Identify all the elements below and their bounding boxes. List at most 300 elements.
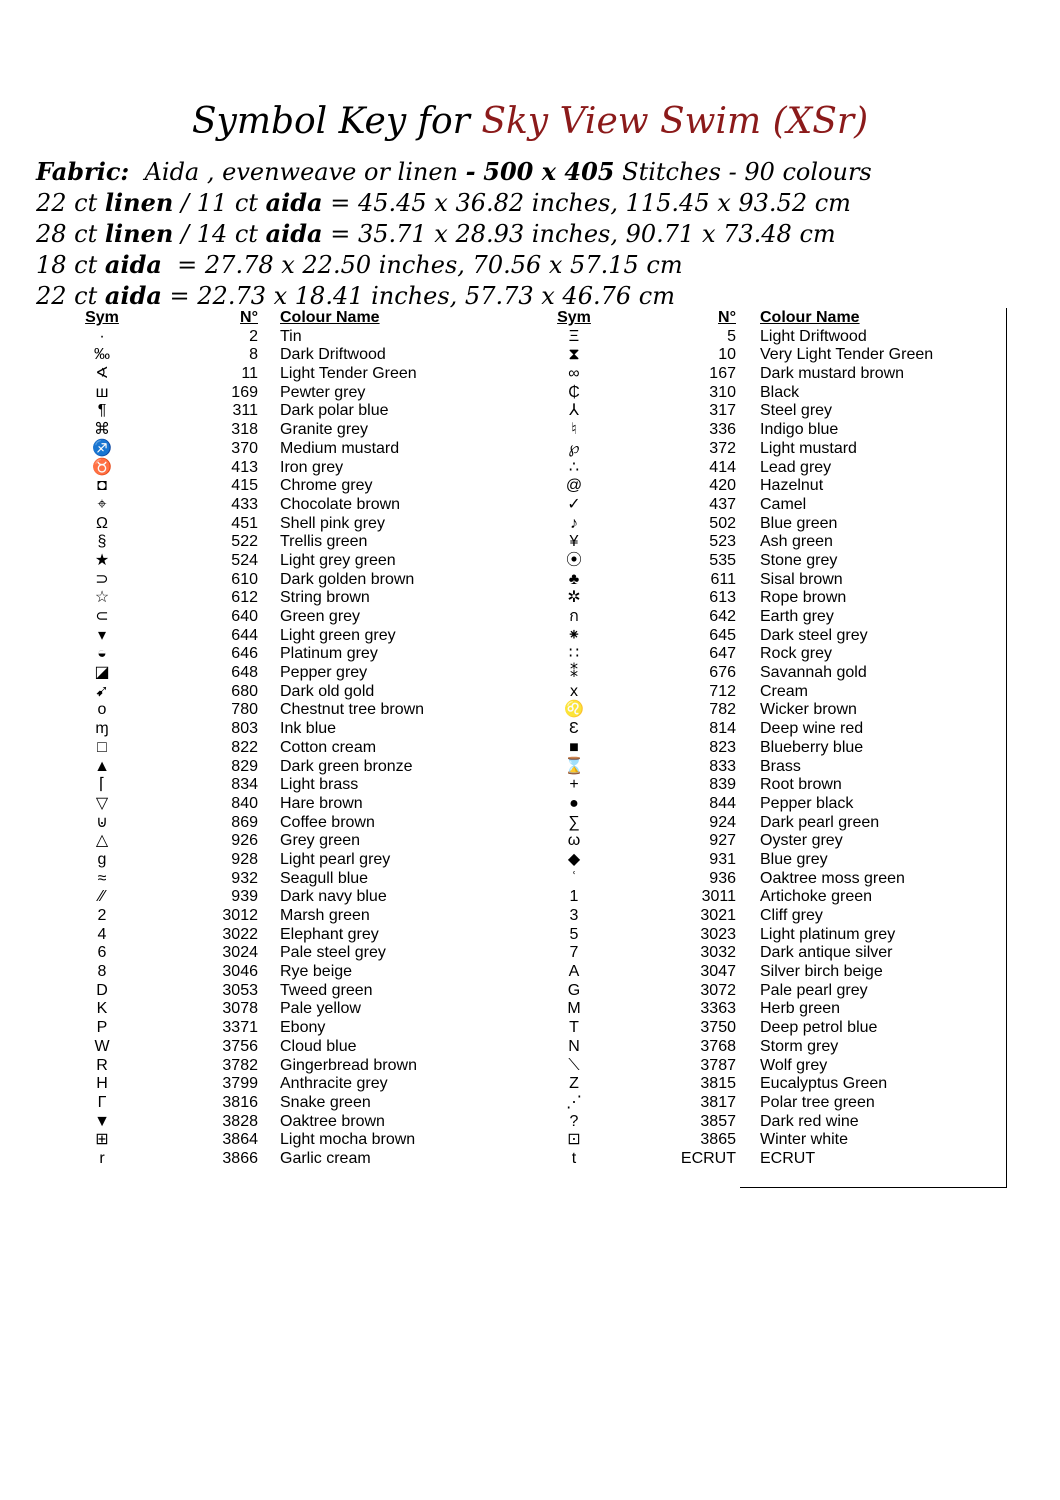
table-row — [0, 402, 1060, 421]
left-symbol: ⌘ — [94, 421, 110, 439]
title-prefix: Symbol Key for — [191, 101, 470, 142]
left-number: 370 — [231, 439, 258, 457]
right-symbol: ● — [569, 794, 579, 812]
right-symbol: x — [570, 682, 578, 700]
table-row — [0, 1038, 1060, 1057]
right-colour-name: Oyster grey — [760, 832, 843, 850]
left-number: 640 — [231, 608, 258, 625]
left-colour-name: Pewter grey — [280, 383, 366, 401]
right-number: 3021 — [700, 907, 736, 924]
right-symbol: ⅄ — [569, 402, 579, 420]
right-symbol: ♌ — [564, 701, 584, 719]
right-symbol: Z — [569, 1075, 579, 1093]
right-colour-name: Blue green — [760, 514, 838, 532]
right-colour-name: Artichoke green — [760, 888, 873, 906]
left-symbol: ◘ — [97, 477, 107, 495]
table-row — [0, 589, 1060, 608]
left-colour-name: Pale steel grey — [280, 944, 386, 962]
left-symbol: ☆ — [94, 589, 110, 607]
table-row — [0, 758, 1060, 777]
right-number: 927 — [709, 832, 736, 850]
size-fabric: aida — [265, 188, 323, 217]
fabric-label: Fabric: — [36, 157, 130, 186]
right-number: 844 — [709, 794, 736, 812]
left-symbol: H — [96, 1075, 108, 1093]
right-number: 502 — [709, 514, 736, 532]
right-colour-name: Brass — [760, 757, 801, 775]
right-colour-name: Eucalyptus Green — [760, 1075, 888, 1093]
right-symbol: 5 — [569, 925, 579, 943]
right-symbol: M — [567, 1000, 581, 1018]
left-number: 413 — [231, 458, 258, 476]
left-colour-name: Light mocha brown — [280, 1131, 416, 1149]
table-row — [0, 776, 1060, 795]
left-colour-name: Shell pink grey — [280, 514, 385, 532]
right-symbol: ⁕ — [567, 626, 581, 644]
left-number: 169 — [231, 383, 258, 401]
right-number: 931 — [709, 850, 736, 868]
right-number: 782 — [709, 701, 736, 719]
right-colour-name: Dark steel grey — [760, 626, 868, 644]
right-number: 3768 — [700, 1037, 736, 1055]
right-number: 3011 — [701, 888, 736, 906]
header-sym: Sym — [85, 309, 119, 326]
left-number: 3022 — [222, 925, 258, 943]
right-colour-name: Dark red wine — [760, 1112, 859, 1130]
right-number: 613 — [709, 589, 736, 607]
left-colour-name: Coffee brown — [280, 813, 375, 831]
right-number: 647 — [709, 645, 736, 663]
right-colour-name: Lead grey — [760, 458, 832, 476]
left-number: 646 — [231, 645, 258, 663]
left-number: 3799 — [222, 1075, 258, 1093]
right-colour-name: Herb green — [760, 1000, 841, 1018]
header-colour-name: Colour Name — [760, 309, 860, 326]
left-colour-name: Snake green — [280, 1093, 371, 1111]
table-row — [0, 832, 1060, 851]
left-symbol: ▼ — [94, 1112, 110, 1130]
left-colour-name: Granite grey — [280, 421, 369, 439]
left-symbol: ⌖ — [97, 495, 107, 513]
left-number: 3816 — [222, 1093, 258, 1111]
left-colour-name: Anthracite grey — [280, 1075, 388, 1093]
right-number: 924 — [709, 813, 736, 831]
left-colour-name: Iron grey — [280, 458, 344, 476]
right-symbol: ⊡ — [567, 1131, 581, 1149]
left-symbol: ш — [95, 383, 109, 401]
right-number: 437 — [709, 495, 736, 513]
table-row — [0, 795, 1060, 814]
left-number: 869 — [231, 813, 258, 831]
left-number: 829 — [231, 757, 258, 775]
left-colour-name: Trellis green — [280, 533, 368, 551]
left-colour-name: Ink blue — [280, 720, 337, 738]
fabric-dash: - — [465, 157, 476, 186]
left-symbol: ◒ — [97, 645, 107, 663]
right-symbol: ก — [569, 608, 579, 625]
left-symbol: R — [96, 1056, 108, 1074]
right-colour-name: Ash green — [760, 533, 833, 551]
right-colour-name: Indigo blue — [760, 421, 839, 439]
symbol-key-table — [0, 309, 1060, 1169]
right-symbol: @ — [565, 477, 583, 495]
left-number: 822 — [231, 738, 258, 756]
right-colour-name: Dark mustard brown — [760, 365, 905, 383]
right-number: 167 — [709, 365, 736, 383]
left-number: 3012 — [222, 907, 258, 924]
right-colour-name: Hazelnut — [760, 477, 824, 495]
table-row — [0, 1019, 1060, 1038]
table-row — [0, 1057, 1060, 1076]
left-colour-name: Dark Driftwood — [280, 346, 386, 364]
right-number: 936 — [709, 869, 736, 887]
left-symbol: § — [97, 533, 107, 551]
left-colour-name: Tweed green — [280, 981, 373, 999]
right-symbol: T — [569, 1019, 579, 1037]
right-symbol: ? — [569, 1112, 579, 1130]
right-symbol: + — [569, 776, 579, 794]
right-number: 5 — [727, 327, 736, 345]
left-symbol: ⊃ — [95, 570, 109, 588]
right-symbol: A — [568, 963, 580, 981]
left-symbol: W — [94, 1037, 110, 1055]
right-symbol: G — [567, 981, 581, 999]
left-number: 524 — [231, 551, 258, 569]
table-row — [0, 1000, 1060, 1019]
right-number: 3047 — [700, 963, 736, 981]
size-count: 22 ct — [36, 189, 98, 217]
header-number: N° — [718, 309, 736, 326]
right-colour-name: Light Driftwood — [760, 327, 867, 345]
right-number: 414 — [709, 458, 736, 476]
right-number: 523 — [709, 533, 736, 551]
fabric-line — [36, 156, 872, 188]
stitch-count: Stitches - 90 colours — [622, 158, 872, 186]
left-colour-name: Ebony — [280, 1019, 326, 1037]
left-symbol: ➹ — [95, 682, 109, 700]
size-count: 18 ct — [36, 251, 98, 279]
left-number: 939 — [231, 888, 258, 906]
right-number: 3857 — [700, 1112, 736, 1130]
right-colour-name: Polar tree green — [760, 1093, 875, 1111]
right-number: 712 — [709, 682, 736, 700]
right-symbol: ∑ — [568, 813, 580, 831]
left-colour-name: Gingerbread brown — [280, 1056, 417, 1074]
right-symbol: ∷ — [568, 645, 580, 663]
right-number: 676 — [709, 664, 736, 682]
right-symbol: ⦿ — [565, 551, 582, 569]
right-number: 310 — [709, 383, 736, 401]
table-row — [0, 1150, 1060, 1169]
table-row — [0, 421, 1060, 440]
left-symbol: ⊞ — [95, 1131, 109, 1149]
table-row — [0, 683, 1060, 702]
left-symbol: D — [96, 981, 108, 999]
right-colour-name: Pepper black — [760, 794, 854, 812]
left-symbol: □ — [97, 738, 107, 756]
table-row — [0, 440, 1060, 459]
size-line — [36, 187, 851, 219]
header-sym: Sym — [557, 309, 591, 326]
left-colour-name: Elephant grey — [280, 925, 379, 943]
left-symbol: g — [97, 850, 107, 868]
right-colour-name: Camel — [760, 495, 807, 513]
right-colour-name: Stone grey — [760, 551, 838, 569]
right-number: 3023 — [700, 925, 736, 943]
right-symbol: ✲ — [567, 589, 581, 607]
right-symbol: ⟍ — [568, 1056, 580, 1074]
left-number: 3866 — [222, 1149, 258, 1167]
left-number: 840 — [231, 794, 258, 812]
size-separator: / — [180, 189, 190, 217]
left-number: 932 — [231, 869, 258, 887]
left-symbol: ⊂ — [95, 608, 109, 625]
right-symbol: ∞ — [568, 365, 580, 383]
left-number: 3024 — [222, 944, 258, 962]
left-symbol: ≈ — [97, 869, 107, 887]
right-colour-name: Wolf grey — [760, 1056, 828, 1074]
left-number: 3782 — [222, 1056, 258, 1074]
left-symbol: ♐ — [92, 439, 112, 457]
left-colour-name: Grey green — [280, 832, 361, 850]
left-symbol: 6 — [97, 944, 107, 962]
right-symbol: ■ — [569, 738, 579, 756]
right-symbol: 3 — [569, 907, 579, 924]
left-number: 926 — [231, 832, 258, 850]
right-colour-name: ECRUT — [760, 1149, 816, 1167]
left-colour-name: Light pearl grey — [280, 850, 391, 868]
table-row — [0, 888, 1060, 907]
right-symbol: ⋰ — [566, 1093, 582, 1111]
left-symbol: 8 — [97, 963, 107, 981]
left-symbol: o — [97, 701, 107, 719]
right-colour-name: Deep petrol blue — [760, 1019, 878, 1037]
right-symbol: ₵ — [568, 383, 580, 401]
left-colour-name: Marsh green — [280, 907, 370, 924]
right-symbol: Ɛ — [569, 720, 579, 738]
right-number: 3750 — [700, 1019, 736, 1037]
left-colour-name: Light brass — [280, 776, 359, 794]
left-number: 415 — [231, 477, 258, 495]
size-dimensions: = 27.78 x 22.50 inches, 70.56 x 57.15 cm — [177, 251, 683, 279]
size-fabric: aida — [104, 281, 162, 310]
right-colour-name: Storm grey — [760, 1037, 839, 1055]
left-colour-name: Seagull blue — [280, 869, 369, 887]
right-number: 611 — [710, 570, 736, 588]
right-symbol: ∴ — [568, 458, 580, 476]
table-row — [0, 384, 1060, 403]
left-colour-name: Light green grey — [280, 626, 396, 644]
left-number: 780 — [231, 701, 258, 719]
table-row — [0, 571, 1060, 590]
left-colour-name: String brown — [280, 589, 370, 607]
left-colour-name: Pale yellow — [280, 1000, 361, 1018]
left-symbol: ɱ — [95, 720, 109, 738]
right-symbol: ⌛ — [564, 757, 584, 775]
table-row — [0, 328, 1060, 347]
left-colour-name: Light Tender Green — [280, 365, 417, 383]
table-row — [0, 346, 1060, 365]
left-colour-name: Dark old gold — [280, 682, 375, 700]
left-colour-name: Chocolate brown — [280, 495, 401, 513]
table-row — [0, 1131, 1060, 1150]
table-row — [0, 645, 1060, 664]
left-symbol: · — [99, 327, 105, 345]
right-colour-name: Deep wine red — [760, 720, 864, 738]
left-number: 3756 — [222, 1037, 258, 1055]
left-number: 3053 — [222, 981, 258, 999]
left-symbol: ♉ — [92, 458, 112, 476]
table-row — [0, 701, 1060, 720]
right-symbol: ♮ — [571, 421, 577, 439]
size-count: 28 ct — [36, 220, 98, 248]
right-colour-name: Blue grey — [760, 850, 828, 868]
right-number: ECRUT — [680, 1149, 736, 1167]
size-dimensions: = 22.73 x 18.41 inches, 57.73 x 46.76 cm — [169, 282, 675, 310]
table-row — [0, 552, 1060, 571]
right-number: 372 — [709, 439, 736, 457]
right-number: 814 — [709, 720, 736, 738]
right-colour-name: Dark antique silver — [760, 944, 893, 962]
left-symbol: ⌈ — [98, 776, 106, 794]
right-colour-name: Earth grey — [760, 608, 834, 625]
left-symbol: Ω — [96, 514, 108, 532]
left-colour-name: Garlic cream — [280, 1149, 371, 1167]
left-number: 318 — [231, 421, 258, 439]
size-dimensions: = 45.45 x 36.82 inches, 115.45 x 93.52 cm — [330, 189, 851, 217]
left-number: 648 — [231, 664, 258, 682]
left-number: 612 — [231, 589, 258, 607]
left-number: 3078 — [222, 1000, 258, 1018]
left-number: 11 — [241, 365, 258, 383]
header-colour-name: Colour Name — [280, 309, 380, 326]
header-number: N° — [240, 309, 258, 326]
right-number: 535 — [709, 551, 736, 569]
left-number: 680 — [231, 682, 258, 700]
right-number: 317 — [709, 402, 736, 420]
left-colour-name: Dark polar blue — [280, 402, 389, 420]
right-number: 3865 — [700, 1131, 736, 1149]
left-number: 3864 — [222, 1131, 258, 1149]
left-number: 610 — [231, 570, 258, 588]
table-row — [0, 851, 1060, 870]
left-symbol: ▽ — [95, 794, 109, 812]
right-colour-name: Dark pearl green — [760, 813, 880, 831]
table-row — [0, 496, 1060, 515]
left-colour-name: Chrome grey — [280, 477, 373, 495]
left-number: 644 — [231, 626, 258, 644]
left-symbol: 2 — [97, 907, 107, 924]
page-title — [0, 98, 1060, 146]
size-separator: / — [180, 220, 190, 248]
fabric-types: Aida , evenweave or linen — [144, 158, 459, 186]
table-row — [0, 926, 1060, 945]
right-colour-name: Steel grey — [760, 402, 833, 420]
right-symbol: N — [568, 1037, 580, 1055]
left-colour-name: Tin — [280, 327, 302, 345]
table-row — [0, 1094, 1060, 1113]
table-row — [0, 870, 1060, 889]
right-symbol: ℘ — [568, 439, 580, 457]
right-symbol: 1 — [569, 888, 579, 906]
right-colour-name: Cream — [760, 682, 809, 700]
left-colour-name: Pepper grey — [280, 664, 368, 682]
left-colour-name: Dark green bronze — [280, 757, 413, 775]
stitch-size: 500 x 405 — [483, 157, 615, 186]
right-number: 833 — [709, 757, 736, 775]
pattern-name: Sky View Swim (XSr) — [481, 101, 869, 142]
right-colour-name: Savannah gold — [760, 664, 867, 682]
left-symbol: ⊍ — [96, 813, 108, 831]
left-number: 451 — [231, 514, 258, 532]
table-row — [0, 963, 1060, 982]
left-number: 3828 — [222, 1112, 258, 1130]
table-header — [0, 309, 1060, 328]
left-number: 522 — [231, 533, 258, 551]
left-number: 433 — [231, 495, 258, 513]
left-symbol: r — [99, 1149, 105, 1167]
right-colour-name: Cliff grey — [760, 907, 823, 924]
left-colour-name: Oaktree brown — [280, 1112, 385, 1130]
left-symbol: ⁄⁄ — [99, 888, 105, 906]
left-symbol: 4 — [97, 925, 107, 943]
right-colour-name: Black — [760, 383, 800, 401]
left-symbol: K — [96, 1000, 108, 1018]
right-colour-name: Light mustard — [760, 439, 857, 457]
right-colour-name: Silver birch beige — [760, 963, 883, 981]
left-colour-name: Light grey green — [280, 551, 396, 569]
right-colour-name: Rope brown — [760, 589, 847, 607]
right-colour-name: Winter white — [760, 1131, 849, 1149]
left-colour-name: Chestnut tree brown — [280, 701, 425, 719]
table-row — [0, 814, 1060, 833]
left-colour-name: Dark golden brown — [280, 570, 415, 588]
table-row — [0, 1113, 1060, 1132]
right-symbol: Ξ — [568, 327, 580, 345]
right-number: 823 — [709, 738, 736, 756]
right-symbol: ♣ — [568, 570, 580, 588]
size-fabric: aida — [104, 250, 162, 279]
left-number: 3371 — [222, 1019, 258, 1037]
right-number: 645 — [709, 626, 736, 644]
table-row — [0, 944, 1060, 963]
left-colour-name: Platinum grey — [280, 645, 378, 663]
size-line — [36, 218, 836, 250]
right-number: 3815 — [700, 1075, 736, 1093]
left-colour-name: Cloud blue — [280, 1037, 357, 1055]
table-row — [0, 1075, 1060, 1094]
left-symbol: ◪ — [94, 664, 110, 682]
right-symbol: ω — [567, 832, 581, 850]
right-number: 3817 — [700, 1093, 736, 1111]
right-symbol: t — [571, 1149, 577, 1167]
right-symbol: ♪ — [570, 514, 578, 532]
left-symbol: ∢ — [95, 365, 109, 383]
right-number: 642 — [709, 608, 736, 625]
left-number: 834 — [231, 776, 258, 794]
right-number: 3787 — [700, 1056, 736, 1074]
size-fabric: aida — [265, 219, 323, 248]
table-border-bottom — [740, 1187, 1007, 1188]
right-number: 3072 — [700, 981, 736, 999]
table-row — [0, 982, 1060, 1001]
size-fabric: linen — [104, 188, 174, 217]
table-row — [0, 907, 1060, 926]
left-symbol: ▲ — [94, 757, 110, 775]
left-number: 3046 — [222, 963, 258, 981]
table-row — [0, 365, 1060, 384]
left-colour-name: Medium mustard — [280, 439, 400, 457]
